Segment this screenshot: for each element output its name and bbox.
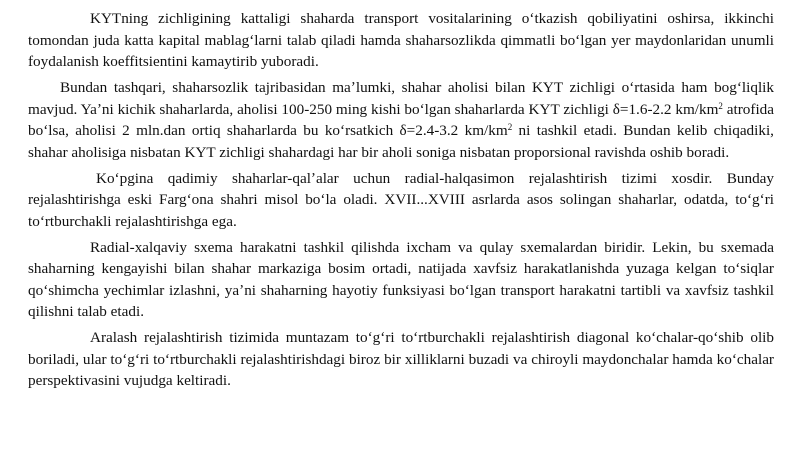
paragraph-5: Aralash rejalashtirish tizimida muntazam toʻgʻri toʻrtburchakli rejalashtirish diagonal koʻchalar-qoʻshib olib boriladi, ular toʻgʻri toʻrtburchakli rejalashtirishdagi biroz bir xilliklarni buzadi va chiroyli maydonchalar hamda koʻchalar perspektivasini vujudga keltiradi. [28,329,774,390]
paragraph-4: Radial-xalqaviy sxema harakatni tashkil qilishda ixcham va qulay sxemalardan biridir. Lekin, bu sxemada shaharning kengayishi bilan shahar markaziga bosim ortadi, natijada xavfsiz harakatlanishda yuzaga kelgan toʻsiqlar qoʻshimcha yechimlar izlashni, yaʼni shaharning hayotiy funksiyasi boʻlgan transport harakatni tartibli va xavfsiz tashkil qilishni talab etadi. [28,238,774,321]
paragraph-2 [28,77,774,163]
document-page [28,8,774,396]
superscript-2-a: 2 [718,100,723,111]
superscript-2-b: 2 [507,122,513,133]
paragraph-2-part-1: Bundan tashqari, shaharsozlik tajribasidan maʼlumki, shahar aholisi bilan KYT zichligi oʻrtasida ham bogʻliqlik mavjud. Yaʼni kichik shaharlarda, aholisi 100-250 ming kishi boʻlgan shaharlarda KYT zichligi δ=1.6-2.2 km/km [28,78,774,118]
paragraph-1: KYTning zichligining kattaligi shaharda transport vositalarining oʻtkazish qobiliyatini oshirsa, ikkinchi tomondan juda katta kapital mablagʻlarni talab qiladi hamda shaharsozlikda qimmatli boʻlgan yer maydonlaridan unumli foydalanish koeffitsientini kamaytirib yuboradi. [28,10,774,71]
paragraph-2-part-3: ni tashkil etadi. Bundan kelib chiqadiki, shahar aholisiga nisbatan KYT zichligi shahardagi har bir aholi soniga nisbatan proporsional ravishda oshib boradi. [28,122,774,161]
paragraph-3: Koʻpgina qadimiy shaharlar-qalʼalar uchun radial-halqasimon rejalashtirish tizimi xosdir. Bunday rejalashtirishga eski Fargʻona shahri misol boʻla oladi. XVII...XVIII asrlarda asos solingan shaharlar, odatda, toʻgʻri toʻrtburchakli rejalashtirishga ega. [28,169,774,230]
paragraph-2-part-2: atrofida boʻlsa, aholisi 2 mln.dan ortiq shaharlarda bu koʻrsatkich δ=2.4-3.2 km/km [28,100,774,140]
